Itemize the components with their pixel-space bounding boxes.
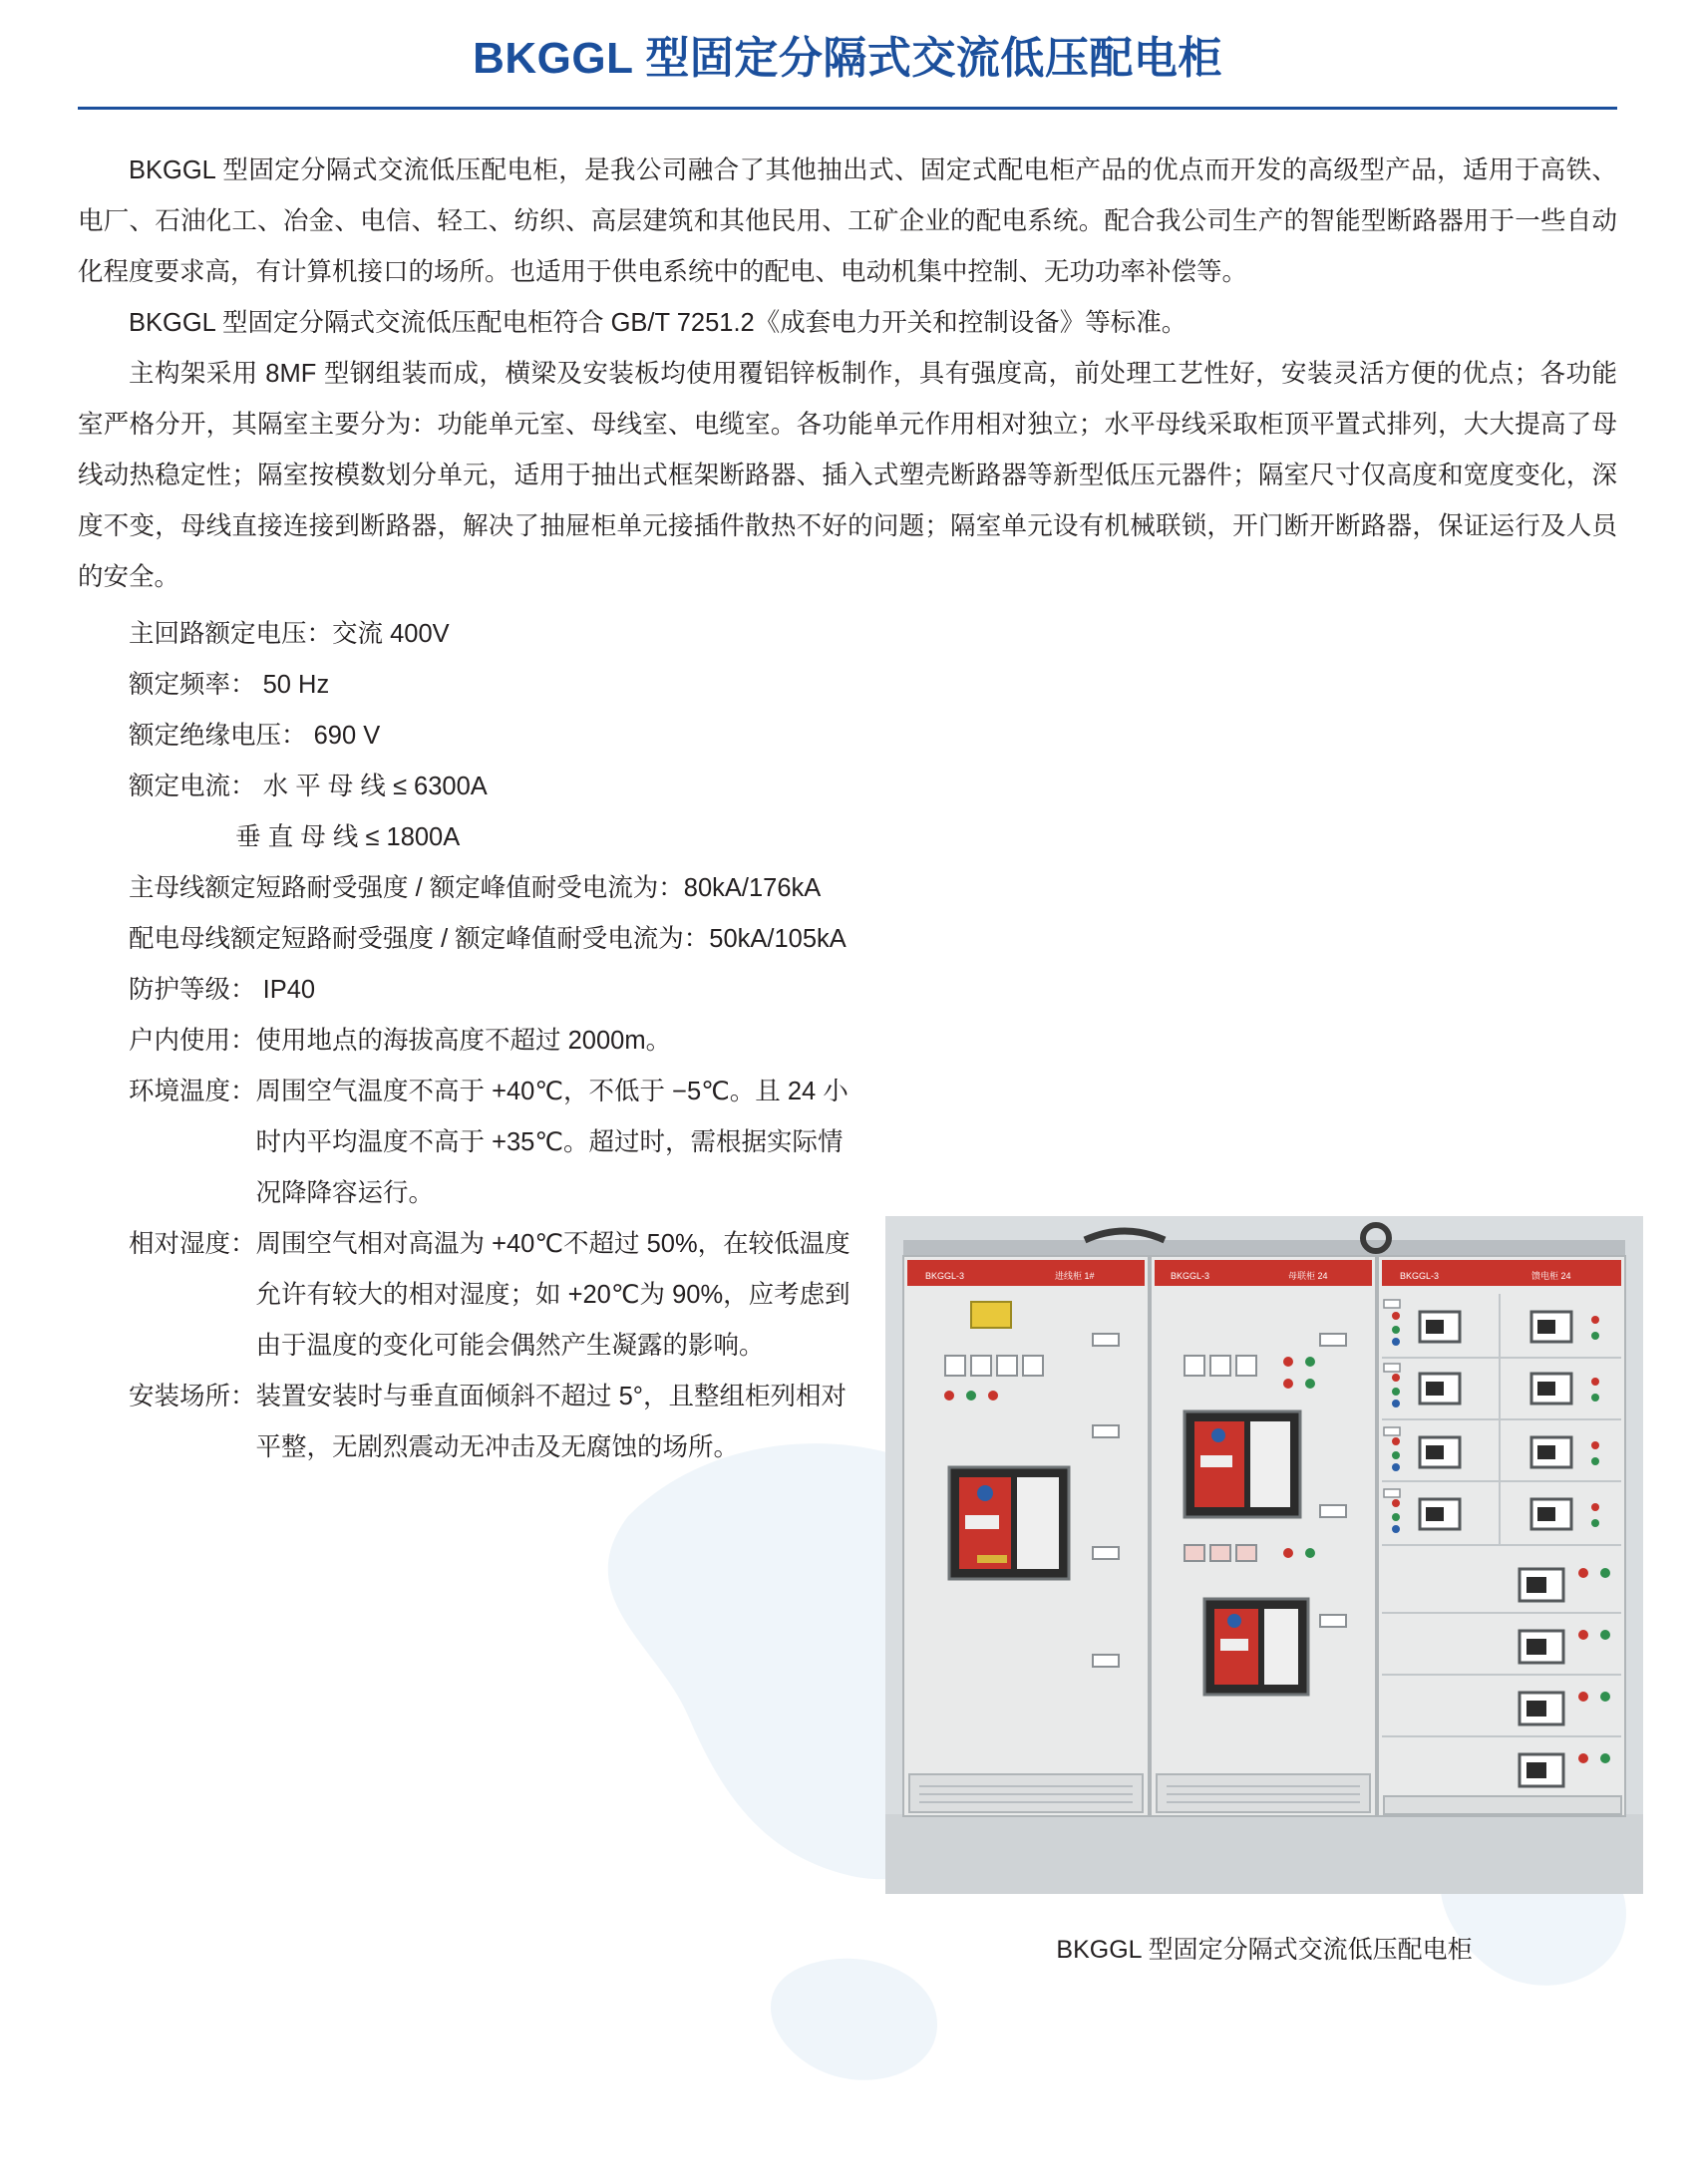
lower-section	[78, 1067, 1617, 1966]
header-divider	[78, 107, 1617, 110]
spec-value: 装置安装时与垂直面倾斜不超过 5°，且整组柜列相对平整，无剧烈震动无冲击及无腐蚀的场所。	[255, 1382, 847, 1461]
svg-text:馈电柜 24: 馈电柜 24	[1531, 1270, 1571, 1281]
spec-item	[78, 660, 1617, 711]
page-header	[78, 0, 1617, 110]
spec-value: 周围空气温度不高于 +40℃，不低于 −5℃。且 24 小时内平均温度不高于 +35℃。超过时，需根据实际情况降降容运行。	[255, 1077, 848, 1207]
spec-label: 额定电流：	[129, 772, 256, 800]
wrapped-spec-list	[78, 1067, 865, 1473]
spec-item-installation-site	[78, 1372, 865, 1473]
svg-text:母联柜 24: 母联柜 24	[1288, 1270, 1328, 1281]
spec-label: 额定频率：	[129, 670, 256, 699]
spec-item	[78, 762, 1617, 812]
spec-item-continuation	[78, 812, 1617, 863]
spec-value: 交流 400V	[332, 619, 450, 648]
spec-value: 水 平 母 线 ≤ 6300A	[255, 772, 488, 800]
spec-label: 主母线额定短路耐受强度 / 额定峰值耐受电流为：	[129, 873, 684, 902]
spec-value: 周围空气相对高温为 +40℃不超过 50%，在较低温度允许有较大的相对湿度；如 +20℃为 90%，应考虑到由于温度的变化可能会偶然产生凝露的影响。	[255, 1229, 850, 1360]
spec-list	[78, 609, 1617, 1067]
svg-text:BKGGL-3: BKGGL-3	[1400, 1270, 1440, 1281]
spec-label: 相对湿度：	[129, 1229, 256, 1258]
spec-label: 配电母线额定短路耐受强度 / 额定峰值耐受电流为：	[129, 924, 710, 953]
figure-caption: BKGGL 型固定分隔式交流低压配电柜	[1056, 1935, 1473, 1964]
spec-value: 50 Hz	[255, 670, 330, 699]
spec-value: 垂 直 母 线 ≤ 1800A	[235, 822, 461, 851]
paragraph-2: BKGGL 型固定分隔式交流低压配电柜符合 GB/T 7251.2《成套电力开关和控制设备》等标准。	[129, 308, 1187, 337]
spec-label: 额定绝缘电压：	[129, 721, 307, 750]
spec-item	[78, 965, 1617, 1016]
spec-label: 户内使用：	[129, 1026, 256, 1055]
spec-value: IP40	[255, 975, 316, 1004]
svg-text:进线柜 1#: 进线柜 1#	[1055, 1270, 1095, 1281]
spec-item	[78, 914, 1617, 965]
spec-label: 主回路额定电压：	[129, 619, 333, 648]
spec-item-environment-temperature	[78, 1067, 865, 1219]
figure-block	[865, 1067, 1643, 1966]
spec-label: 安装场所：	[129, 1382, 256, 1410]
spec-value: 80kA/176kA	[683, 873, 822, 902]
paragraph-3: 主构架采用 8MF 型钢组装而成，横梁及安装板均使用覆铝锌板制作，具有强度高，前处理工艺性好，安装灵活方便的优点；各功能室严格分开，其隔室主要分为：功能单元室、母线室、电缆室。各功能单元作用相对独立；水平母线采取柜顶平置式排列，大大提高了母线动热稳定性；隔室按模数划分单元，适用于抽出式框架断路器、插入式塑壳断路器等新型低压元器件；隔室尺寸仅高度和宽度变化，深度不变，母线直接连接到断路器，解决了抽屉柜单元接插件散热不好的问题；隔室单元设有机械联锁，开门断开断路器，保证运行及人员的安全。	[78, 359, 1617, 591]
paragraph-1: BKGGL 型固定分隔式交流低压配电柜，是我公司融合了其他抽出式、固定式配电柜产品的优点而开发的高级型产品，适用于高铁、电厂、石油化工、冶金、电信、轻工、纺织、高层建筑和其他民用、工矿企业的配电系统。配合我公司生产的智能型断路器用于一些自动化程度要求高，有计算机接口的场所。也适用于供电系统中的配电、电动机集中控制、无功功率补偿等。	[78, 156, 1617, 286]
cabinet-illustration	[885, 1216, 1643, 1894]
spec-item	[78, 609, 1617, 660]
spec-value: 690 V	[306, 721, 381, 750]
spec-item-relative-humidity	[78, 1219, 865, 1372]
spec-item	[78, 863, 1617, 914]
svg-text:BKGGL-3: BKGGL-3	[1171, 1270, 1210, 1281]
spec-label: 环境温度：	[129, 1077, 256, 1105]
page-title: BKGGL 型固定分隔式交流低压配电柜	[473, 34, 1222, 83]
product-photo	[885, 1216, 1643, 1894]
spec-item	[78, 711, 1617, 762]
spec-value: 使用地点的海拔高度不超过 2000m。	[255, 1026, 672, 1055]
intro-paragraphs	[78, 146, 1617, 603]
svg-text:BKGGL-3: BKGGL-3	[925, 1270, 965, 1281]
spec-value: 50kA/105kA	[709, 924, 847, 953]
spec-label: 防护等级：	[129, 975, 256, 1004]
spec-item	[78, 1016, 1617, 1067]
